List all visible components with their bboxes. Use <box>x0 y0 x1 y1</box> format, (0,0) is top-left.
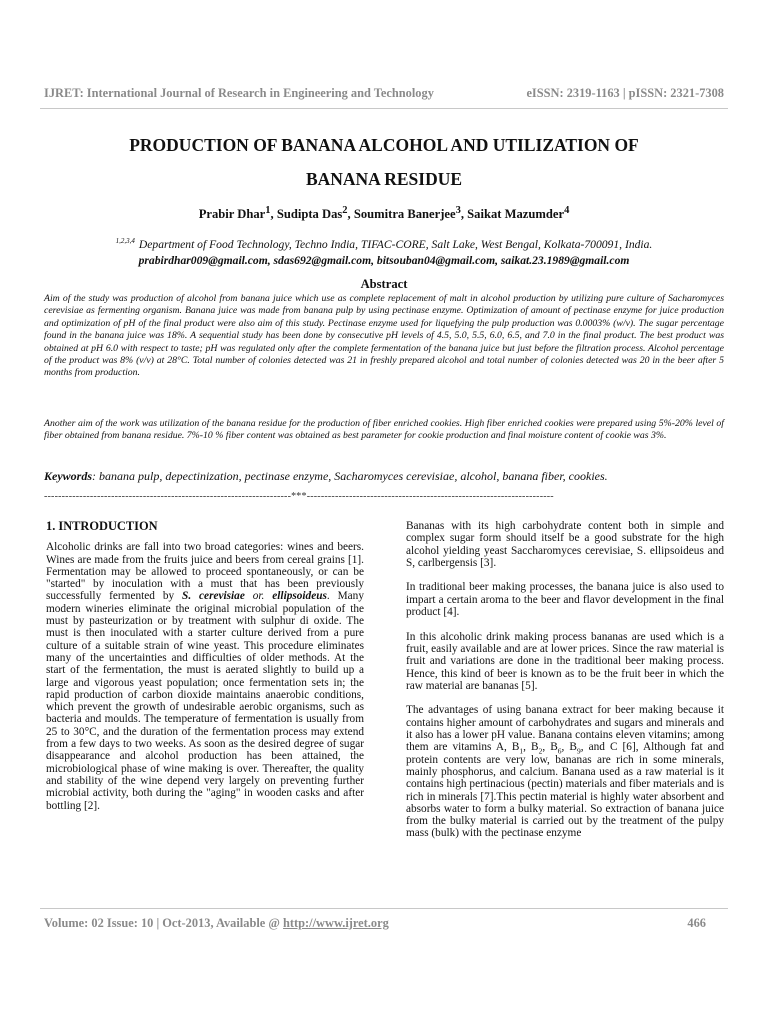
body-paragraph: In traditional beer making processes, the banana juice is also used to impart a certain aroma to the beer and flavor development in the final product [4]. <box>406 581 724 619</box>
author-emails: prabirdhar009@gmail.com, sdas692@gmail.com, bitsouban04@gmail.com, saikat.23.1989@gmail.com <box>138 253 630 267</box>
author-name: Soumitra Banerjee <box>353 207 456 222</box>
author-sep: , <box>270 207 277 222</box>
title-line-1: PRODUCTION OF BANANA ALCOHOL AND UTILIZATION OF <box>129 135 639 155</box>
section-divider: ----------------------------------------------------------------------***---------------------------------------------------------------------- <box>44 491 554 502</box>
abstract-heading: Abstract <box>360 277 408 291</box>
subscript: 6 <box>557 746 562 756</box>
abstract-paragraph-1: Aim of the study was production of alcohol from banana juice which use as complete replacement of malt in alcohol production by utilizing pure culture of Sacharomyces cerevisiae as fermenting organism. Banana juice was made from banana pulp by using pectinase enzyme. Optimization of amount of pectinase enzyme for juice production and optimization of pH of the final product were also aim of this study. Pectinase enzyme used for liquefying the pulp production was 0.0003% (w/v). The sugar percentage found in the banana juice was 18%. A sequential study has been done by consecutive pH levels of 4.5, 5.0, 5.5, 6.0, 6.5, and 7.0 in the final product. The best product was obtained at pH 6.0 with respect to taste; pH was regulated only after the complete fermentation of the banana juice but just before the filtration process. Alcohol percentage of the product was 8% (v/v) at 28°C. Total number of colonies detected was 21 in freshly prepared alcohol and total number of colonies detected was 20 in the beer after 5 months from production. <box>44 293 724 379</box>
affiliation-block <box>40 233 728 269</box>
keywords-label: Keywords <box>44 469 92 483</box>
author-sep: , <box>347 207 354 222</box>
keywords-text: : banana pulp, depectinization, pectinase enzyme, Sacharomyces cerevisiae, alcohol, banana fiber, cookies. <box>92 469 608 483</box>
subscript: 1 <box>519 746 524 756</box>
author-name: Saikat Mazumder <box>467 207 565 222</box>
species-name: S. cerevisiae <box>182 590 245 603</box>
author-sup: 3 <box>455 205 461 216</box>
author-sup: 4 <box>564 205 570 216</box>
running-header <box>44 86 724 101</box>
author-sep: , <box>460 207 468 222</box>
journal-link[interactable]: http://www.ijret.org <box>283 916 389 930</box>
text-run: Alcoholic drinks are fall into two broad categories: wines and beers. Wines are made from the fruits juice and beers from cereal grains [1]. Fermentation may be allowed to proceed spontaneously, or can be "started" by inoculation with a must that has been previously successfully fermented by <box>46 541 364 603</box>
affiliation-sup: 1,2,3,4 <box>115 237 135 245</box>
subscript: 9 <box>576 746 581 756</box>
header-rule <box>40 108 728 109</box>
left-column <box>46 520 364 824</box>
author-list <box>40 205 728 222</box>
body-paragraph <box>406 704 724 839</box>
footer-rule <box>40 908 728 909</box>
abstract-paragraph-2: Another aim of the work was utilization of the banana residue for the production of fiber enriched cookies. High fiber enriched cookies were prepared using 5%-20% level of fiber obtained from banana residue. 7%-10 % fiber content was obtained as best parameter for cookie production and final moisture content of cookie was 3%. <box>44 418 724 442</box>
affiliation-text: Department of Food Technology, Techno India, TIFAC-CORE, Salt Lake, West Bengal, Kolkata-700091, India. <box>138 237 653 251</box>
issn-info: eISSN: 2319-1163 | pISSN: 2321-7308 <box>526 86 724 100</box>
right-column <box>406 520 724 852</box>
text-run: . Many modern wineries eliminate the original microbial population of the must by pasteurization or by treatment with sulphur di oxide. The must is then inoculated with a starter culture derived from a pure culture of a suitable strain of wine yeast. This procedure eliminates many of the uncertainties and difficulties of older methods. At the start of the fermentation, the must is aerated slightly to build up a large and vigorous yeast population; once fermentation sets in; the rapid production of carbon dioxide maintains anaerobic conditions, which prevent the growth of undesirable aerobic organisms, such as bacteria and moulds. The temperature of fermentation is usually from 25 to 30°C, and the duration of the fermentation process may extend from a few days to two weeks. As soon as the desired degree of sugar disappearance and alcohol production has been attained, the microbiological phase of wine making is over. Thereafter, the quality and stability of the wine depend very largely on preventing further microbial activity, both during the "aging" in wooden casks and after bottling [2]. <box>46 590 364 812</box>
body-paragraph: Bananas with its high carbohydrate content both in simple and complex sugar form should itself be a good substrate for the high alcohol yielding yeast Saccharomyces cerevisiae, S. ellipsoideus and S, carlbergensis [3]. <box>406 520 724 569</box>
keywords <box>44 469 724 484</box>
author-name: Prabir Dhar <box>198 207 266 222</box>
text-run: , B <box>561 741 577 754</box>
page-number: 466 <box>687 916 706 930</box>
species-name: ellipsoideus <box>272 590 327 603</box>
journal-name: IJRET: International Journal of Research in Engineering and Technology <box>44 86 434 100</box>
running-footer <box>44 916 706 931</box>
footer-info <box>44 916 389 931</box>
text-run: , B <box>542 741 558 754</box>
text-run: The advantages of using banana extract for beer making because it contains higher amount of carbohydrates and sugars and minerals and it also has a lower pH value. Banana contains eleven vitamins; among them are vitamins A, B <box>406 704 724 754</box>
text-run: or. <box>244 590 273 603</box>
body-paragraph <box>46 541 364 812</box>
author-sup: 1 <box>265 205 271 216</box>
paper-title <box>40 128 728 196</box>
section-heading: 1. INTRODUCTION <box>46 519 158 533</box>
subscript: 2 <box>538 746 543 756</box>
title-line-2: BANANA RESIDUE <box>305 169 463 189</box>
affiliation <box>40 233 728 253</box>
body-paragraph: In this alcoholic drink making process bananas are used which is a fruit, easily available and are at lower prices. Since the raw material is fruit and variations are done in the traditional beer making process. Hence, this kind of beer is known as to be the fruit beer in which the raw material are bananas [5]. <box>406 630 724 692</box>
author-sup: 2 <box>342 205 348 216</box>
text-run: , and C [6], Although fat and protein contents are very low, bananas are rich in some minerals, mainly phosphorus, and calcium. Banana used as a raw material is it contains high pertinacious (pectin) materials and fiber materials and is rich in minerals [7].This pectin material is highly water absorbent and absorbs water to form a bulky material. So extraction of banana juice from the bulky material is carried out by the treatment of the pulpy mass (bulk) with the pectinase enzyme <box>406 741 724 840</box>
text-run: , B <box>523 741 539 754</box>
author-name: Sudipta Das <box>276 207 343 222</box>
volume-info: Volume: 02 Issue: 10 | Oct-2013, Available @ <box>44 916 284 930</box>
